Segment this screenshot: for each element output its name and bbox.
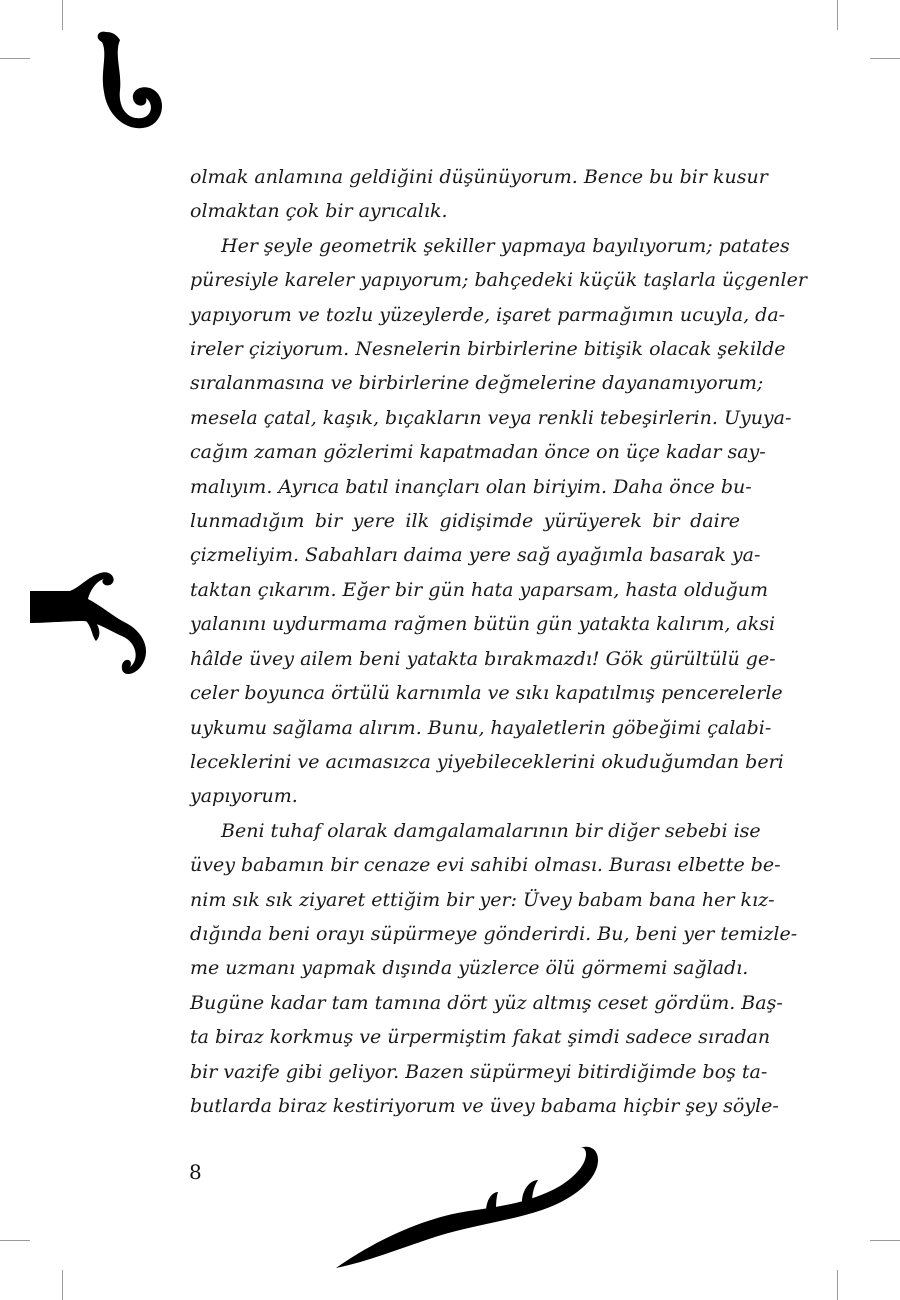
paragraph bbox=[190, 229, 807, 814]
vine-ornament-icon bbox=[336, 1140, 606, 1270]
page-number: 8 bbox=[189, 1160, 202, 1184]
crop-mark bbox=[62, 1270, 63, 1300]
crop-mark bbox=[0, 58, 30, 59]
text-line: leceklerini ve acımasızca yiyebileceklerini okuduğumdan beri bbox=[190, 750, 784, 773]
text-line: Bugüne kadar tam tamına dört yüz altmış ceset gördüm. Baş- bbox=[190, 991, 783, 1014]
crop-mark bbox=[0, 1240, 30, 1241]
text-line: püresiyle kareler yapıyorum; bahçedeki küçük taşlarla üçgenler bbox=[190, 269, 807, 292]
text-line: çizmeliyim. Sabahları daima yere sağ ayağımla basarak ya- bbox=[190, 544, 761, 567]
crop-mark bbox=[62, 0, 63, 30]
text-line: taktan çıkarım. Eğer bir gün hata yaparsam, hasta olduğum bbox=[190, 578, 768, 601]
text-line: mesela çatal, kaşık, bıçakların veya renkli tebeşirlerin. Uyuya- bbox=[190, 406, 792, 429]
text-line: sıralanmasına ve birbirlerine değmelerine dayanamıyorum; bbox=[190, 372, 764, 395]
text-line: uykumu sağlama alırım. Bunu, hayaletlerin göbeğimi çalabi- bbox=[190, 716, 772, 739]
text-line: Beni tuhaf olarak damgalamalarının bir diğer sebebi ise bbox=[221, 819, 761, 842]
curl-ornament-icon bbox=[92, 28, 172, 138]
paragraph bbox=[190, 160, 768, 229]
text-line: Her şeyle geometrik şekiller yapmaya bayılıyorum; patates bbox=[221, 234, 790, 257]
text-line: malıyım. Ayrıca batıl inançları olan biriyim. Daha önce bu- bbox=[190, 475, 752, 498]
text-line: yapıyorum ve tozlu yüzeylerde, işaret parmağımın ucuyla, da- bbox=[190, 303, 786, 326]
branch-ornament-icon bbox=[30, 565, 160, 695]
text-line: ireler çiziyorum. Nesnelerin birbirlerine bitişik olacak şekilde bbox=[190, 338, 786, 361]
text-line: ta biraz korkmuş ve ürpermiştim fakat şimdi sadece sıradan bbox=[190, 1026, 771, 1049]
text-line: nim sık sık ziyaret ettiğim bir yer: Üvey babam bana her kız- bbox=[190, 888, 775, 911]
text-line: yalanını uydurmama rağmen bütün gün yatakta kalırım, aksi bbox=[190, 613, 776, 636]
text-line: dığında beni orayı süpürmeye gönderirdi. Bu, beni yer temizle- bbox=[190, 922, 798, 945]
text-line: üvey babamın bir cenaze evi sahibi olması. Burası elbette be- bbox=[190, 854, 781, 877]
text-line: celer boyunca örtülü karnımla ve sıkı kapatılmış pencerelerle bbox=[190, 682, 783, 705]
text-line: me uzmanı yapmak dışında yüzlerce ölü görmemi sağladı. bbox=[190, 957, 749, 980]
crop-mark bbox=[870, 58, 900, 59]
crop-mark bbox=[870, 1240, 900, 1241]
text-line: butlarda biraz kestiriyorum ve üvey babama hiçbir şey söyle- bbox=[190, 1094, 779, 1117]
body-text bbox=[190, 160, 807, 1123]
text-line: lunmadığım bir yere ilk gidişimde yürüyerek bir daire bbox=[190, 510, 740, 533]
text-line: yapıyorum. bbox=[190, 785, 298, 808]
crop-mark bbox=[837, 0, 838, 30]
text-line: cağım zaman gözlerimi kapatmadan önce on üçe kadar say- bbox=[190, 441, 766, 464]
paragraph bbox=[190, 814, 798, 1124]
text-line: olmak anlamına geldiğini düşünüyorum. Bence bu bir kusur bbox=[190, 166, 768, 188]
crop-mark bbox=[837, 1270, 838, 1300]
text-line: hâlde üvey ailem beni yatakta bırakmazdı! Gök gürültülü ge- bbox=[190, 647, 776, 670]
text-line: olmaktan çok bir ayrıcalık. bbox=[190, 200, 448, 223]
text-line: bir vazife gibi geliyor. Bazen süpürmeyi bitirdiğimde boş ta- bbox=[190, 1060, 768, 1083]
